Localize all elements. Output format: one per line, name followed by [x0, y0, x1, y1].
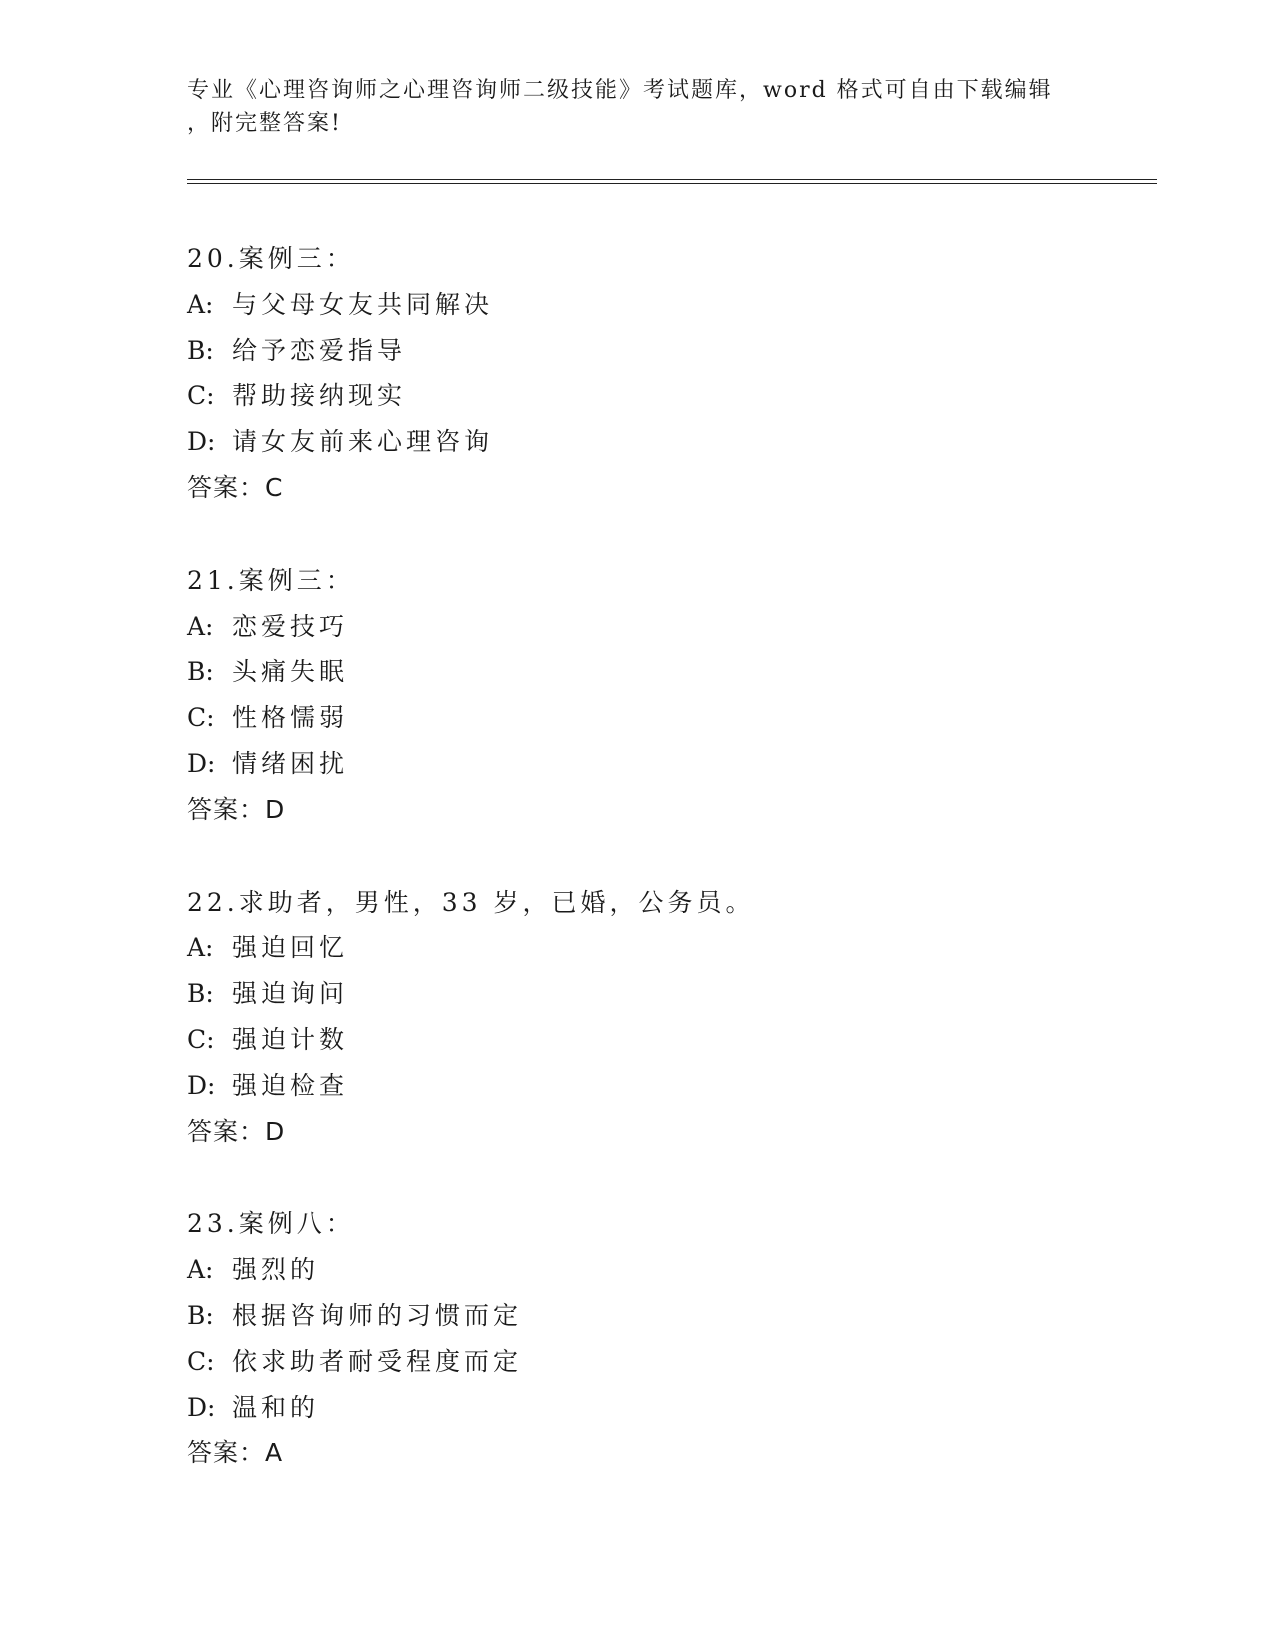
option-text: 恋爱技巧	[232, 611, 349, 641]
option-text: 强迫计数	[232, 1024, 349, 1054]
question-item	[187, 1201, 1087, 1476]
question-item	[187, 880, 1087, 1155]
option-d	[187, 1063, 1087, 1109]
answer-line: 答案：C	[187, 472, 284, 502]
option-text: 根据咨询师的习惯而定	[232, 1300, 523, 1330]
header-line-2: ，附完整答案!	[187, 111, 342, 136]
option-text: 温和的	[232, 1392, 320, 1422]
option-a	[187, 925, 1087, 971]
option-text: 强迫检查	[232, 1070, 349, 1100]
option-key: A:	[187, 933, 214, 963]
option-b	[187, 971, 1087, 1017]
option-c	[187, 1017, 1087, 1063]
option-a	[187, 604, 1087, 650]
option-d	[187, 419, 1087, 465]
option-key: C:	[187, 381, 215, 411]
option-key: C:	[187, 1346, 215, 1376]
option-a	[187, 1247, 1087, 1293]
option-c	[187, 373, 1087, 419]
question-item	[187, 236, 1087, 511]
option-key: B:	[187, 335, 214, 365]
option-key: A:	[187, 1255, 214, 1285]
option-text: 给予恋爱指导	[232, 335, 407, 365]
option-key: B:	[187, 657, 214, 687]
option-text: 帮助接纳现实	[232, 381, 407, 411]
question-stem: 20.案例三：	[187, 244, 355, 273]
option-c	[187, 695, 1087, 741]
header-divider-bottom	[187, 183, 1157, 184]
option-text: 依求助者耐受程度而定	[232, 1346, 523, 1376]
option-a	[187, 282, 1087, 328]
header-line-1: 专业《心理咨询师之心理咨询师二级技能》考试题库，word 格式可自由下载编辑	[187, 78, 1053, 103]
answer-line: 答案：A	[187, 1438, 284, 1468]
option-key: C:	[187, 703, 215, 733]
option-key: A:	[187, 611, 214, 641]
option-d	[187, 741, 1087, 787]
option-text: 性格懦弱	[232, 703, 349, 733]
option-key: B:	[187, 1300, 214, 1330]
answer-line: 答案：D	[187, 794, 286, 824]
option-text: 强迫回忆	[232, 933, 349, 963]
option-key: D:	[187, 748, 216, 778]
question-stem: 22.求助者，男性，33 岁，已婚，公务员。	[187, 887, 755, 917]
option-key: C:	[187, 1024, 215, 1054]
option-key: A:	[187, 289, 214, 319]
option-text: 强迫询问	[232, 979, 349, 1009]
option-key: D:	[187, 1392, 216, 1422]
question-list	[187, 236, 1087, 1523]
option-key: D:	[187, 427, 216, 457]
option-text: 与父母女友共同解决	[232, 289, 494, 319]
option-key: D:	[187, 1070, 216, 1100]
option-d	[187, 1385, 1087, 1431]
option-text: 强烈的	[232, 1255, 320, 1285]
question-stem: 23.案例八：	[187, 1209, 355, 1239]
option-c	[187, 1339, 1087, 1385]
question-stem: 21.案例三：	[187, 565, 355, 595]
option-text: 头痛失眠	[232, 657, 349, 687]
option-text: 请女友前来心理咨询	[232, 427, 494, 457]
option-b	[187, 328, 1087, 374]
header-divider-top	[187, 179, 1157, 180]
option-b	[187, 1293, 1087, 1339]
option-key: B:	[187, 979, 214, 1009]
option-b	[187, 649, 1087, 695]
question-item	[187, 558, 1087, 833]
option-text: 情绪困扰	[232, 748, 349, 778]
document-header	[187, 74, 1087, 140]
answer-line: 答案：D	[187, 1116, 286, 1146]
